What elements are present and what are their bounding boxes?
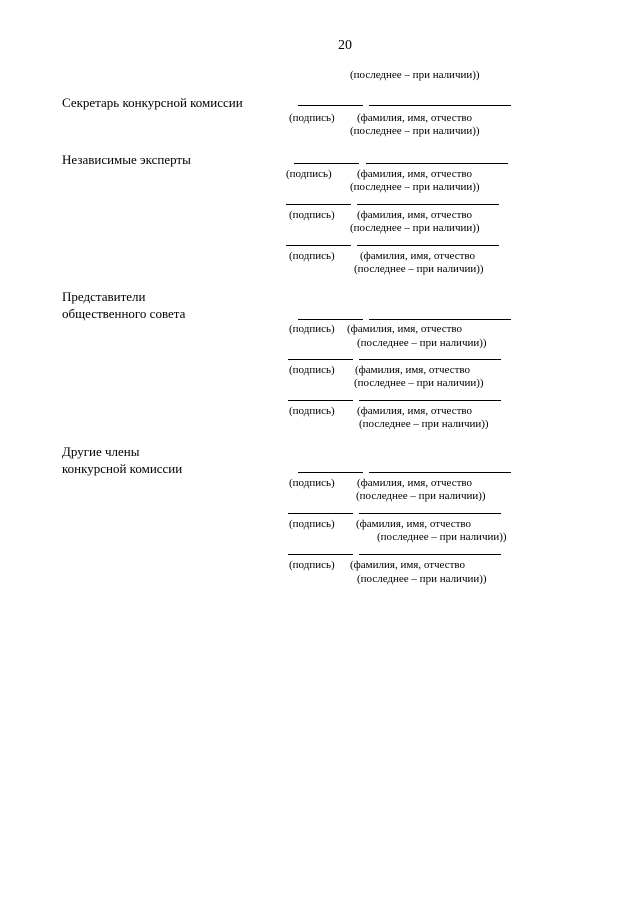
name-line	[359, 359, 501, 360]
signature-line	[288, 400, 353, 401]
signature-line	[286, 245, 351, 246]
signature-label: (подпись)	[289, 323, 335, 335]
signature-line	[298, 319, 363, 320]
secretary-heading: Секретарь конкурсной комиссии	[62, 95, 243, 110]
name-label: (фамилия, имя, отчество	[357, 209, 473, 221]
signature-label: (подпись)	[289, 364, 335, 376]
name-line	[369, 105, 511, 106]
page-number: 20	[338, 38, 352, 53]
name-label: (фамилия, имя, отчество	[350, 559, 466, 571]
public-council-heading-line2: общественного совета	[62, 306, 186, 321]
name-line	[369, 472, 511, 473]
name-label: (фамилия, имя, отчество	[360, 250, 476, 262]
name-line	[359, 554, 501, 555]
name-note: (последнее – при наличии))	[350, 181, 480, 193]
signature-label: (подпись)	[286, 168, 332, 180]
name-label: (фамилия, имя, отчество	[356, 518, 472, 530]
signature-label: (подпись)	[289, 559, 335, 571]
name-note: (последнее – при наличии))	[377, 531, 507, 543]
name-label: (фамилия, имя, отчество	[357, 112, 473, 124]
signature-line	[294, 163, 359, 164]
signature-line	[298, 105, 363, 106]
signature-line	[288, 554, 353, 555]
name-line	[359, 513, 501, 514]
name-line	[366, 163, 508, 164]
signature-line	[288, 513, 353, 514]
name-note: (последнее – при наличии))	[359, 418, 489, 430]
name-line	[369, 319, 511, 320]
name-label: (фамилия, имя, отчество	[357, 477, 473, 489]
name-line	[357, 245, 499, 246]
name-line	[357, 204, 499, 205]
name-note: (последнее – при наличии))	[357, 573, 487, 585]
signature-label: (подпись)	[289, 405, 335, 417]
name-note: (последнее – при наличии))	[350, 222, 480, 234]
name-note: (последнее – при наличии))	[350, 125, 480, 137]
signature-line	[286, 204, 351, 205]
name-note: (последнее – при наличии))	[357, 337, 487, 349]
signature-label: (подпись)	[289, 112, 335, 124]
name-note: (последнее – при наличии))	[354, 377, 484, 389]
signature-line	[298, 472, 363, 473]
name-label: (фамилия, имя, отчество	[355, 364, 471, 376]
signature-label: (подпись)	[289, 518, 335, 530]
public-council-heading-line1: Представители	[62, 289, 146, 304]
name-line	[359, 400, 501, 401]
signature-label: (подпись)	[289, 209, 335, 221]
name-note: (последнее – при наличии))	[356, 490, 486, 502]
signature-line	[288, 359, 353, 360]
other-members-heading-line1: Другие члены	[62, 444, 140, 459]
continuation-caption: (последнее – при наличии))	[350, 69, 480, 81]
experts-heading: Независимые эксперты	[62, 152, 191, 167]
signature-label: (подпись)	[289, 477, 335, 489]
other-members-heading-line2: конкурсной комиссии	[62, 461, 183, 476]
name-note: (последнее – при наличии))	[354, 263, 484, 275]
name-label: (фамилия, имя, отчество	[347, 323, 463, 335]
name-label: (фамилия, имя, отчество	[357, 405, 473, 417]
name-label: (фамилия, имя, отчество	[357, 168, 473, 180]
signature-label: (подпись)	[289, 250, 335, 262]
